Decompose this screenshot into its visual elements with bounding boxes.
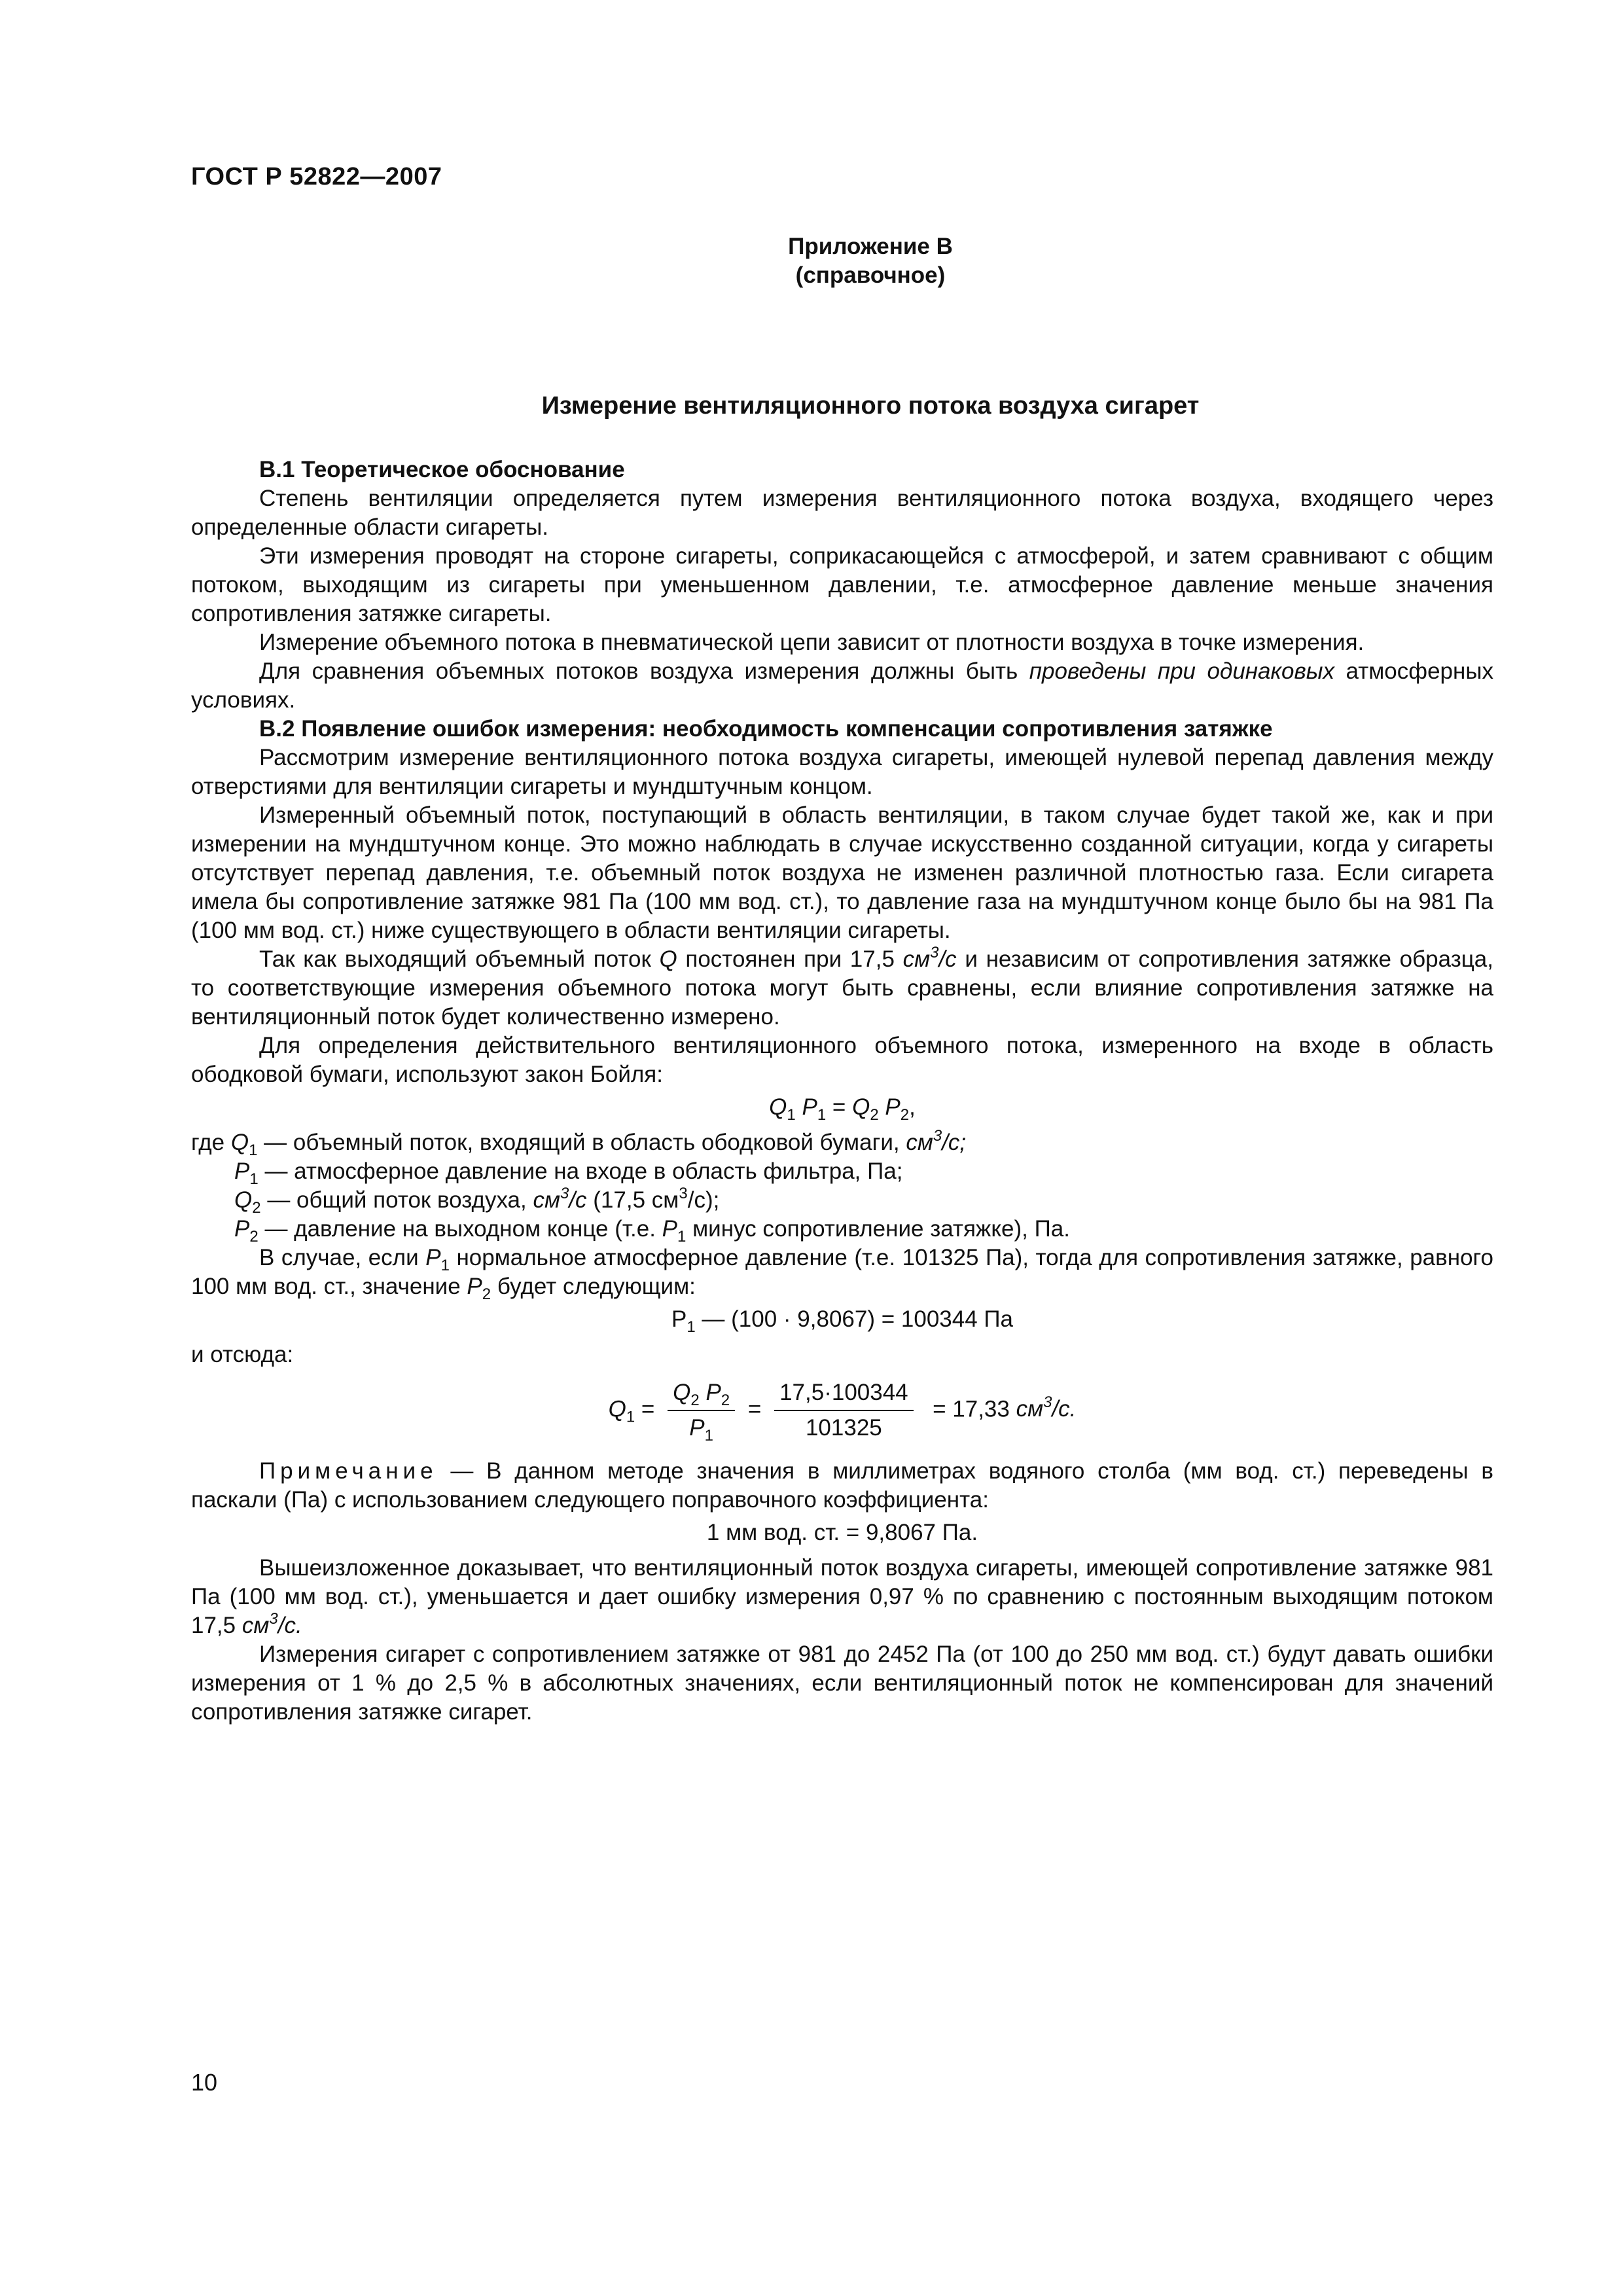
paragraph: Эти измерения проводят на стороне сигареты, соприкасающейся с атмосферой, и затем сравнивают с общим потоком, выходящим из сигареты при уменьшенном давлении, т.е. атмосферное давление меньше значения сопротивления затяжке сигареты. [191,543,1493,626]
boyle-law-formula: $Q_1$ $P_1 = Q_2$ $P_2$, [769,1094,916,1124]
document-body [191,456,1493,1727]
paragraph: Измерения сигарет с сопротивлением затяжке от 981 до 2452 Па (от 100 до 250 мм вод. ст.) будут давать ошибки измерения от 1 % до 2,5 % в абсолютных значениях, если вентиляционный поток не компенсирован для значений сопротивления затяжке сигарет. [191,1641,1493,1725]
section-heading: В.1 Теоретическое обоснование [259,457,625,482]
paragraph: Рассмотрим измерение вентиляционного потока воздуха сигареты, имеющей нулевой перепад давления между отверстиями для вентиляции сигареты и мундштучным концом. [191,745,1493,799]
definition-p2: $P_2$ — давление на выходном конце (т.е. $P_1$ минус сопротивление затяжке), Па. [234,1216,1070,1246]
variable-definitions [191,1128,1493,1244]
flow-calculation: $Q_1$ = $\frac{Q_2 P_2}{P_1}$ = $\frac{17,5\cdot 100344}{101325}$ = 17,33 $см^3/с$. [608,1380,1077,1444]
conversion-formula: 1 мм вод. ст. = 9,8067 Па. [706,1520,978,1545]
document-header: ГОСТ Р 52822—2007 [191,163,442,190]
paragraph: Измерение объемного потока в пневматической цепи зависит от плотности воздуха в точке измерения. [259,630,1364,655]
paragraph: Для определения действительного вентиляционного объемного потока, измеренного на входе в область ободковой бумаги, используют закон Бойля: [191,1033,1493,1087]
page-title: Измерение вентиляционного потока воздуха сигарет [541,392,1200,420]
note: Примечание — В данном методе значения в миллиметрах водяного столба (мм вод. ст.) переведены в паскали (Па) с использованием следующего поправочного коэффициента: [191,1458,1493,1513]
paragraph: Степень вентиляции определяется путем измерения вентиляционного потока воздуха, входящего через определенные области сигареты. [191,486,1493,540]
paragraph: В случае, если $P_1$ нормальное атмосферное давление (т.е. 101325 Па), тогда для сопротивления затяжке, равного 100 мм вод. ст., значение $P_2$ будет следующим: [191,1245,1493,1303]
fraction-numeric: $\frac{17,5\cdot 100344}{101325}$ [774,1378,914,1443]
paragraph-hence: и отсюда: [191,1342,294,1367]
definition-q2: $Q_2$ — общий поток воздуха, $см^3/с$ (17,5 $см^3/с$); [234,1185,720,1217]
paragraph: Измеренный объемный поток, поступающий в область вентиляции, в таком случае будет такой же, как и при измерении на мундштучном конце. Это можно наблюдать в случае искусственно созданной ситуации, когда у сигареты отсутствует перепад давления, т.е. объемный поток воздуха не изменен различной плотностью газа. Если сигарета имела бы сопротивление затяжке 981 Па (100 мм вод. ст.), то давление газа на мундштучном конце было бы на 981 Па (100 мм вод. ст.) ниже существующего в области вентиляции сигареты. [191,802,1493,943]
paragraph: Вышеизложенное доказывает, что вентиляционный поток воздуха сигареты, имеющей сопротивление затяжке 981 Па (100 мм вод. ст.), уменьшается и дает ошибку измерения 0,97 % по сравнению с постоянным выходящим потоком 17,5 $см^3/с$. [191,1555,1493,1638]
definition-q1: где $Q_1$ — объемный поток, входящий в область ободковой бумаги, $см^3/с$; [191,1127,967,1159]
page-number: 10 [191,2069,218,2096]
paragraph: Так как выходящий объемный поток Q постоянен при 17,5 $см^3/с$ и независим от сопротивления затяжке образца, то соответствующие измерения объемного потока могут быть сравнены, если влияние сопротивления затяжке на вентиляционный поток будет количественно измерено. [191,944,1493,1030]
paragraph: Для сравнения объемных потоков воздуха измерения должны быть проведены при одинаковых атмосферных условиях. [191,658,1493,713]
appendix-label: Приложение В [788,234,953,259]
pressure-calculation: $P_1$ — (100 · 9,8067) = 100344 Па [671,1306,1014,1336]
appendix-type: (справочное) [795,262,946,288]
fraction-symbolic: $\frac{Q_2 P_2}{P_1}$ [668,1378,735,1443]
appendix-heading [0,232,1623,290]
definition-p1: $P_1$ — атмосферное давление на входе в область фильтра, Па; [234,1158,903,1188]
section-heading: В.2 Появление ошибок измерения: необходимость компенсации сопротивления затяжке [259,716,1273,742]
